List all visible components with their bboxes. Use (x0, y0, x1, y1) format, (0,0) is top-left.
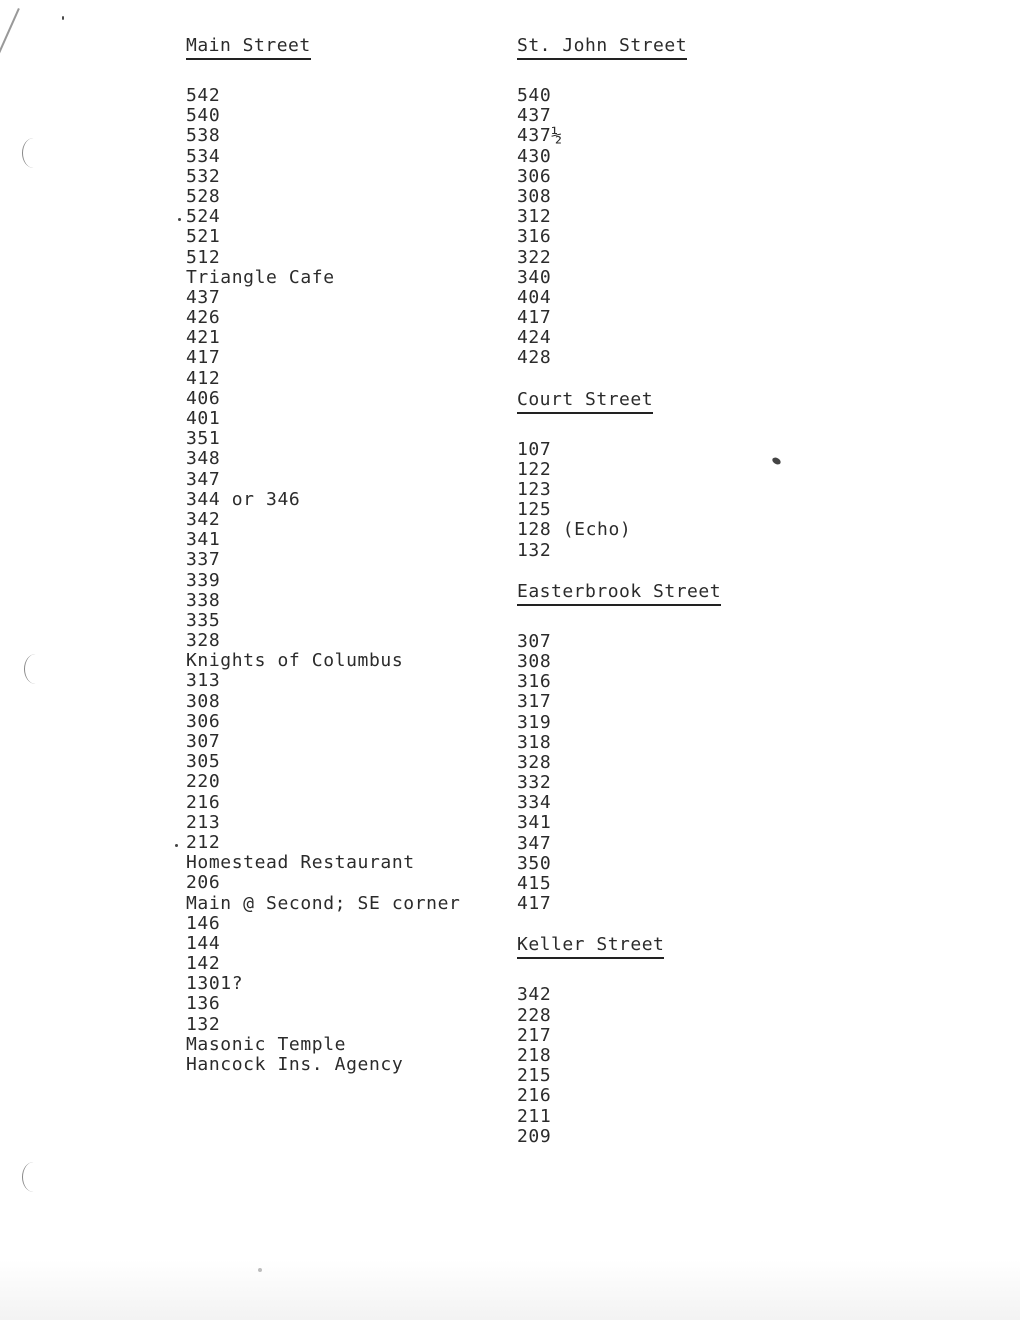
address-entry: 306 (186, 710, 221, 732)
address-entry: 404 (517, 286, 552, 308)
address-entry: 136 (186, 993, 221, 1015)
address-entry: 342 (186, 508, 221, 530)
address-entry: 512 (186, 246, 221, 268)
address-list (186, 86, 506, 1075)
address-entry: 347 (186, 468, 221, 490)
address-entry: 532 (186, 165, 221, 187)
address-entry: 540 (517, 85, 552, 106)
address-entry: 528 (186, 185, 221, 207)
address-entry: 340 (517, 266, 552, 288)
address-entry: Masonic Temple (186, 1033, 347, 1055)
address-entry: 337 (186, 549, 221, 571)
address-entry: 347 (517, 832, 552, 854)
section-heading: Easterbrook Street (517, 582, 721, 606)
address-entry: 339 (186, 569, 221, 591)
address-entry: Knights of Columbus (186, 650, 404, 672)
address-entry: 426 (186, 307, 221, 329)
address-entry: 132 (517, 539, 552, 561)
address-entry: Hancock Ins. Agency (186, 1054, 404, 1075)
address-entry: 144 (186, 932, 221, 954)
address-entry: 318 (517, 731, 552, 753)
address-entry: 348 (186, 448, 221, 470)
punch-hole-top (22, 138, 45, 168)
address-entry: 228 (517, 1004, 552, 1026)
address-entry: 209 (517, 1125, 552, 1147)
address-entry: 344 or 346 (186, 488, 301, 510)
section-st-john-street (517, 36, 797, 369)
address-entry: 534 (186, 145, 221, 167)
address-entry: 123 (517, 479, 552, 500)
address-entry: 351 (186, 428, 221, 450)
section-main-street (186, 36, 506, 1075)
address-entry: 316 (517, 671, 552, 693)
address-entry: 424 (517, 327, 552, 349)
address-entry: 218 (517, 1044, 552, 1066)
address-entry: 308 (517, 650, 552, 672)
section-court-street (517, 390, 797, 561)
address-entry: 417 (517, 307, 552, 329)
address-entry: 122 (517, 458, 552, 480)
address-entry: 421 (186, 327, 221, 349)
address-entry: 215 (517, 1065, 552, 1087)
address-entry: 313 (186, 670, 221, 692)
address-entry: 125 (517, 499, 552, 521)
address-entry: 401 (186, 408, 221, 429)
address-entry: 322 (517, 246, 552, 268)
address-entry: 428 (517, 347, 552, 369)
address-entry: 319 (517, 711, 552, 733)
address-entry: 305 (186, 751, 221, 773)
address-entry: 312 (517, 206, 552, 228)
scan-speck (62, 16, 64, 20)
address-list (517, 632, 797, 915)
punch-hole-bottom (22, 1162, 45, 1192)
address-entry: 540 (186, 105, 221, 127)
address-entry: 328 (186, 630, 221, 652)
section-keller-street (517, 935, 797, 1147)
scan-scratch (0, 8, 19, 87)
address-entry: 307 (186, 731, 221, 752)
address-entry: 317 (517, 691, 552, 713)
address-entry: 521 (186, 226, 221, 248)
scan-bottom-haze (0, 1260, 1020, 1320)
address-entry: 417 (186, 347, 221, 369)
address-entry: 211 (517, 1105, 552, 1127)
scan-speck (175, 844, 178, 847)
address-entry: 146 (186, 912, 221, 934)
address-entry: 542 (186, 85, 221, 106)
address-entry: 350 (517, 852, 552, 874)
address-list (517, 86, 797, 369)
address-entry: 307 (517, 630, 552, 652)
address-entry: 341 (517, 812, 552, 834)
address-entry: 328 (517, 751, 552, 773)
address-entry: 342 (517, 984, 552, 1006)
address-entry: 308 (186, 690, 221, 712)
address-entry: 417 (517, 893, 552, 915)
address-entry: 212 (186, 831, 221, 853)
address-entry: 338 (186, 589, 221, 611)
address-entry: 216 (186, 791, 221, 813)
address-entry: 316 (517, 226, 552, 248)
address-entry: 220 (186, 771, 221, 793)
section-heading: St. John Street (517, 36, 687, 60)
address-entry: 217 (517, 1024, 552, 1046)
address-entry: 437½ (517, 125, 563, 147)
address-entry: 128 (Echo) (517, 519, 632, 541)
address-list (517, 440, 797, 561)
address-entry: 306 (517, 165, 552, 187)
address-entry: 524 (186, 206, 221, 228)
address-entry: Homestead Restaurant (186, 852, 415, 874)
address-entry: 216 (517, 1085, 552, 1107)
right-column (517, 36, 797, 1147)
address-list (517, 985, 797, 1147)
address-entry: 206 (186, 872, 221, 894)
punch-hole-middle (24, 654, 47, 684)
address-entry: Triangle Cafe (186, 266, 335, 288)
section-heading: Keller Street (517, 935, 664, 959)
address-entry: 142 (186, 953, 221, 975)
address-entry: Main @ Second; SE corner (186, 892, 461, 914)
address-entry: 341 (186, 529, 221, 551)
section-heading: Court Street (517, 390, 653, 414)
address-entry: 538 (186, 125, 221, 147)
address-entry: 406 (186, 387, 221, 409)
address-entry: 437 (186, 286, 221, 308)
address-entry: 308 (517, 185, 552, 207)
address-entry: 107 (517, 438, 552, 460)
address-entry: 437 (517, 105, 552, 127)
section-easterbrook-street (517, 582, 797, 915)
scan-speck (178, 218, 181, 221)
address-entry: 412 (186, 367, 221, 389)
address-entry: 132 (186, 1013, 221, 1035)
address-entry: 415 (517, 873, 552, 894)
section-heading: Main Street (186, 36, 311, 60)
address-entry: 1301? (186, 973, 244, 995)
address-entry: 332 (517, 772, 552, 794)
address-entry: 213 (186, 811, 221, 833)
address-entry: 335 (186, 609, 221, 631)
left-column (186, 36, 506, 1075)
address-entry: 334 (517, 792, 552, 814)
address-entry: 430 (517, 145, 552, 167)
